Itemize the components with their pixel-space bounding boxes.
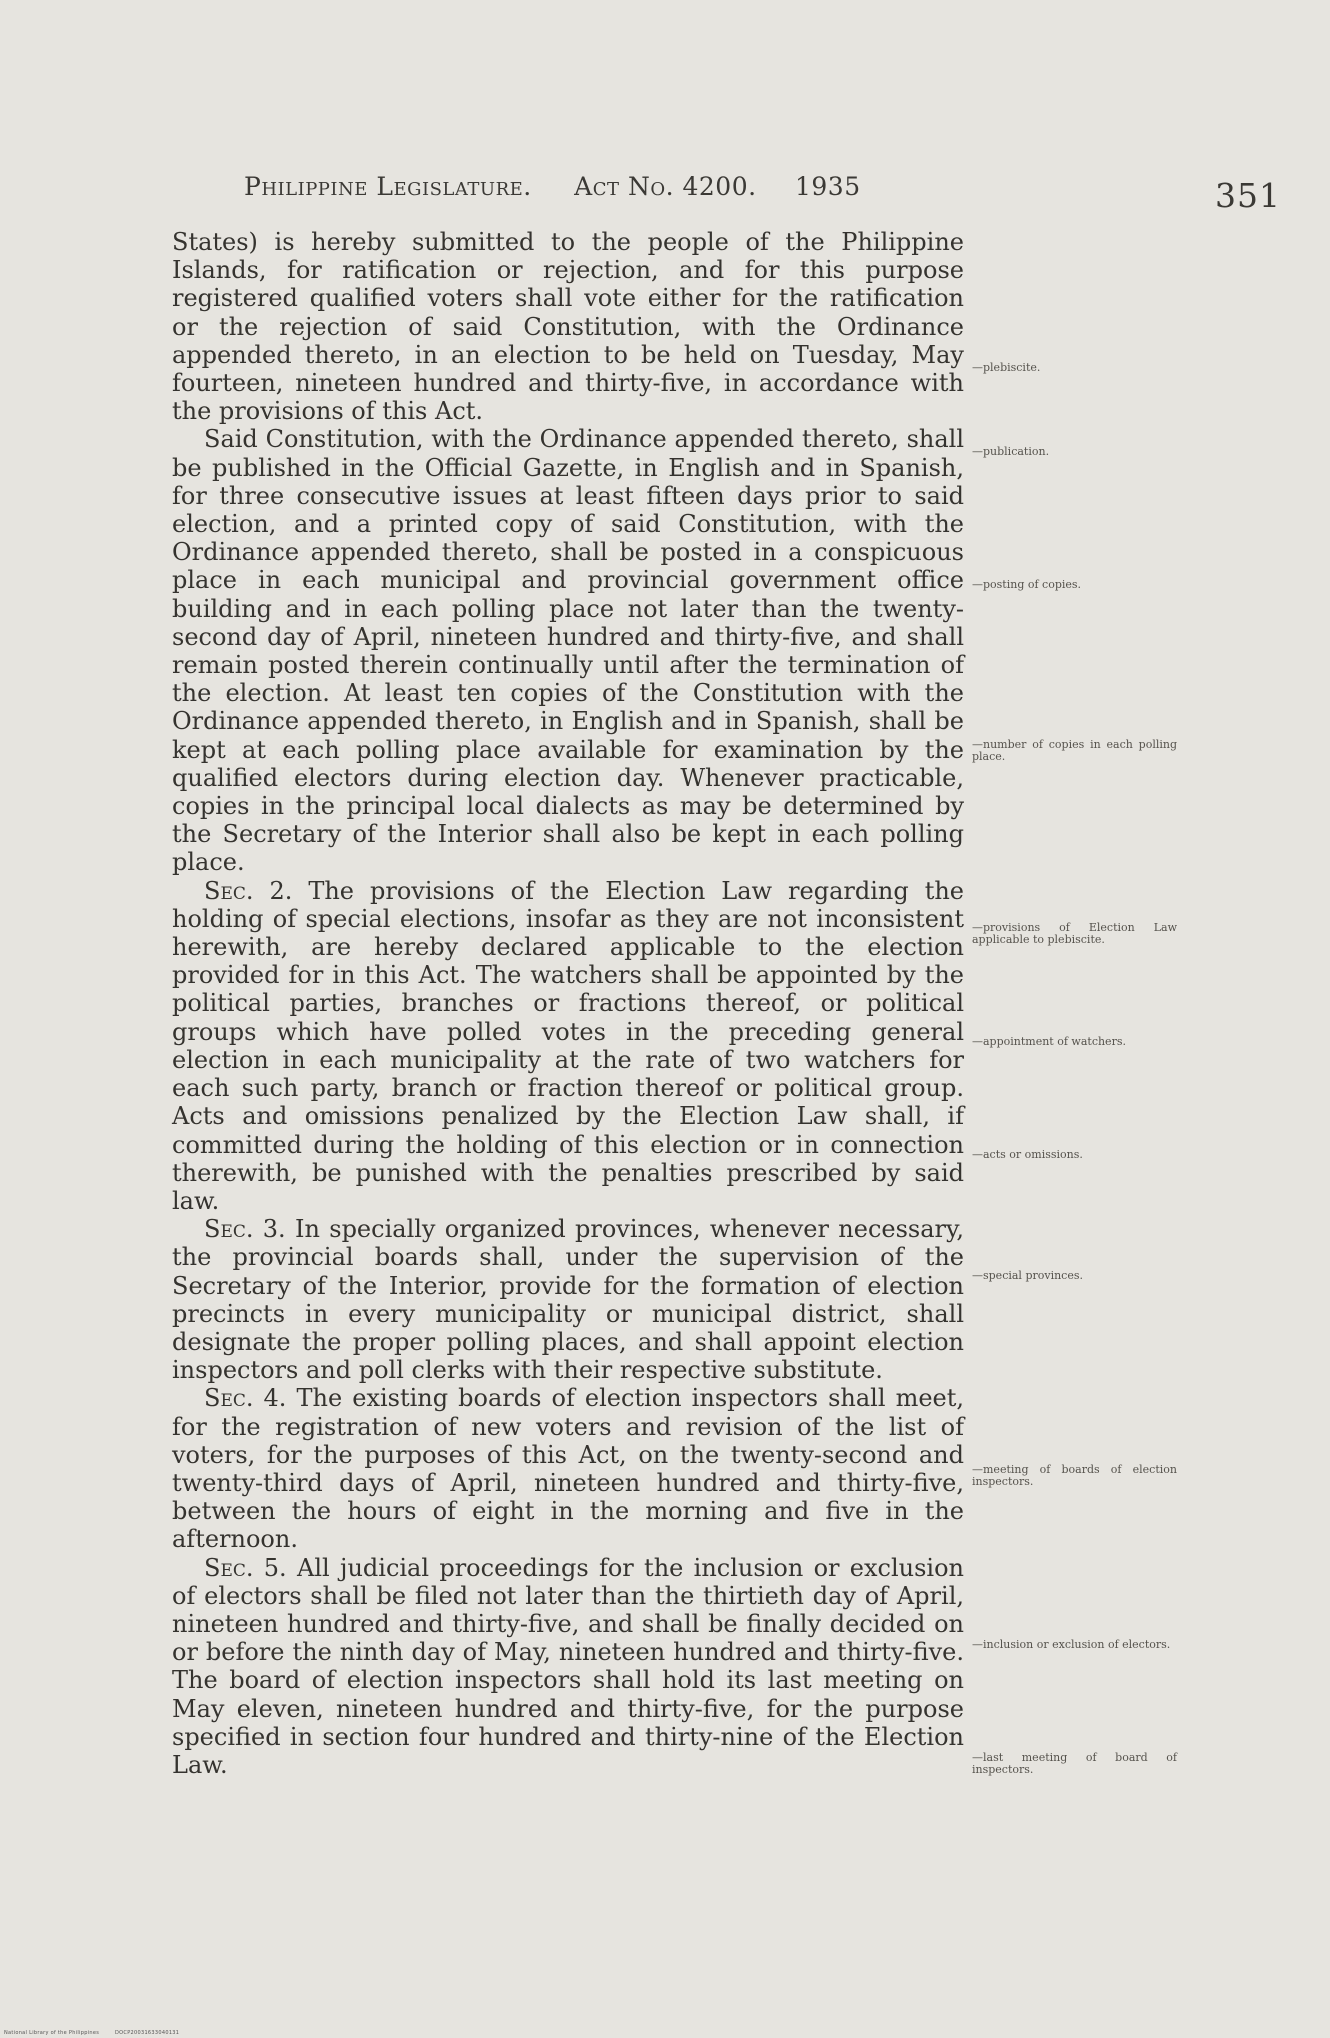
section-label: Sec. 2. — [204, 876, 293, 905]
header-title: Philippine Legislature. — [244, 172, 532, 201]
footer-source: National Library of the Philippines — [4, 2030, 100, 2036]
margin-note-publication: —publication. — [972, 445, 1050, 458]
margin-note-last-meeting: —last meeting of board of inspectors. — [972, 1751, 1177, 1776]
section-4 — [172, 1384, 964, 1553]
margin-note-special-provinces: —special provinces. — [972, 1269, 1083, 1282]
section-5 — [172, 1554, 964, 1780]
margin-note-watchers: —appointment of watchers. — [972, 1035, 1126, 1048]
margin-note-posting: —posting of copies. — [972, 578, 1082, 591]
footer-id: DOCP20031633040131 — [115, 2030, 180, 2036]
section-text: In specially organized provinces, whenever necessary, the provincial boards shall, under the supervision of the Secretary of the Interior, provide for the formation of election precincts in every municipality or municipal district, shall designate the proper polling places, and shall appoint election inspectors and poll clerks with their respective substitute. — [172, 1215, 965, 1385]
margin-note-plebiscite: —plebiscite. — [972, 361, 1041, 374]
paragraph-1: States) is hereby submitted to the people of the Philippine Islands, for ratification or rejection, and for this purpose registered qualified voters shall vote either for the ratification or the rejection of said Constitution, with the Ordinance appended thereto, in an election to be held on Tuesday, May fourteen, nineteen hundred and thirty-five, in accordance with the provisions of this Act. — [172, 228, 964, 426]
running-header — [244, 172, 979, 201]
header-act-number: Act No. 4200. — [574, 172, 757, 201]
margin-note-election-law: —provisions of Election Law applicable to plebiscite. — [972, 921, 1177, 946]
section-text: The provisions of the Election Law regarding the holding of special elections, insofar as they are not inconsistent herewith, are hereby declared applicable to the election provided for in this Act. The watchers shall be appointed by the political parties, branches or fractions thereof, or political groups which have polled votes in the preceding general election in each municipality at the rate of two watchers for each such party, branch or fraction thereof or political group. Acts and omissions penalized by the Election Law shall, if committed during the holding of this election or in connection therewith, be punished with the penalties prescribed by said law. — [172, 876, 965, 1215]
page-number: 351 — [1215, 176, 1281, 215]
margin-note-boards-meeting: —meeting of boards of election inspectors. — [972, 1463, 1177, 1488]
section-2 — [172, 877, 964, 1215]
section-label: Sec. 5. — [204, 1553, 287, 1582]
scan-footer — [4, 2030, 179, 2036]
section-text: The existing boards of election inspectors shall meet, for the registration of new voters and revision of the list of voters, for the purposes of this Act, on the twenty-second and twenty-third days of April, nineteen hundred and thirty-five, between the hours of eight in the morning and five in the afternoon. — [172, 1384, 965, 1554]
margin-note-inclusion-exclusion: —inclusion or exclusion of electors. — [972, 1638, 1171, 1651]
section-label: Sec. 4. — [204, 1384, 287, 1413]
section-label: Sec. 3. — [204, 1215, 286, 1244]
section-3 — [172, 1215, 964, 1384]
section-text: All judicial proceedings for the inclusion or exclusion of electors shall be filed not later than the thirtieth day of April, nineteen hundred and thirty-five, and shall be finally decided on or before the ninth day of May, nineteen hundred and thirty-five. The board of election inspectors shall hold its last meeting on May eleven, nineteen hundred and thirty-five, for the purpose specified in section four hundred and thirty-nine of the Election Law. — [172, 1553, 965, 1779]
header-year: 1935 — [795, 172, 861, 201]
body-text — [172, 228, 964, 1779]
margin-note-number-of-copies: —number of copies in each polling place. — [972, 738, 1177, 763]
margin-note-acts-omissions: —acts or omissions. — [972, 1148, 1083, 1161]
paragraph-2: Said Constitution, with the Ordinance appended thereto, shall be published in the Official Gazette, in English and in Spanish, for three consecutive issues at least fifteen days prior to said election, and a printed copy of said Constitution, with the Ordinance appended thereto, shall be posted in a conspicuous place in each municipal and provincial government office building and in each polling place not later than the twenty-second day of April, nineteen hundred and thirty-five, and shall remain posted therein continually until after the termination of the election. At least ten copies of the Constitution with the Ordinance appended thereto, in English and in Spanish, shall be kept at each polling place available for examination by the qualified electors during election day. Whenever practicable, copies in the principal local dialects as may be determined by the Secretary of the Interior shall also be kept in each polling place. — [172, 425, 964, 877]
